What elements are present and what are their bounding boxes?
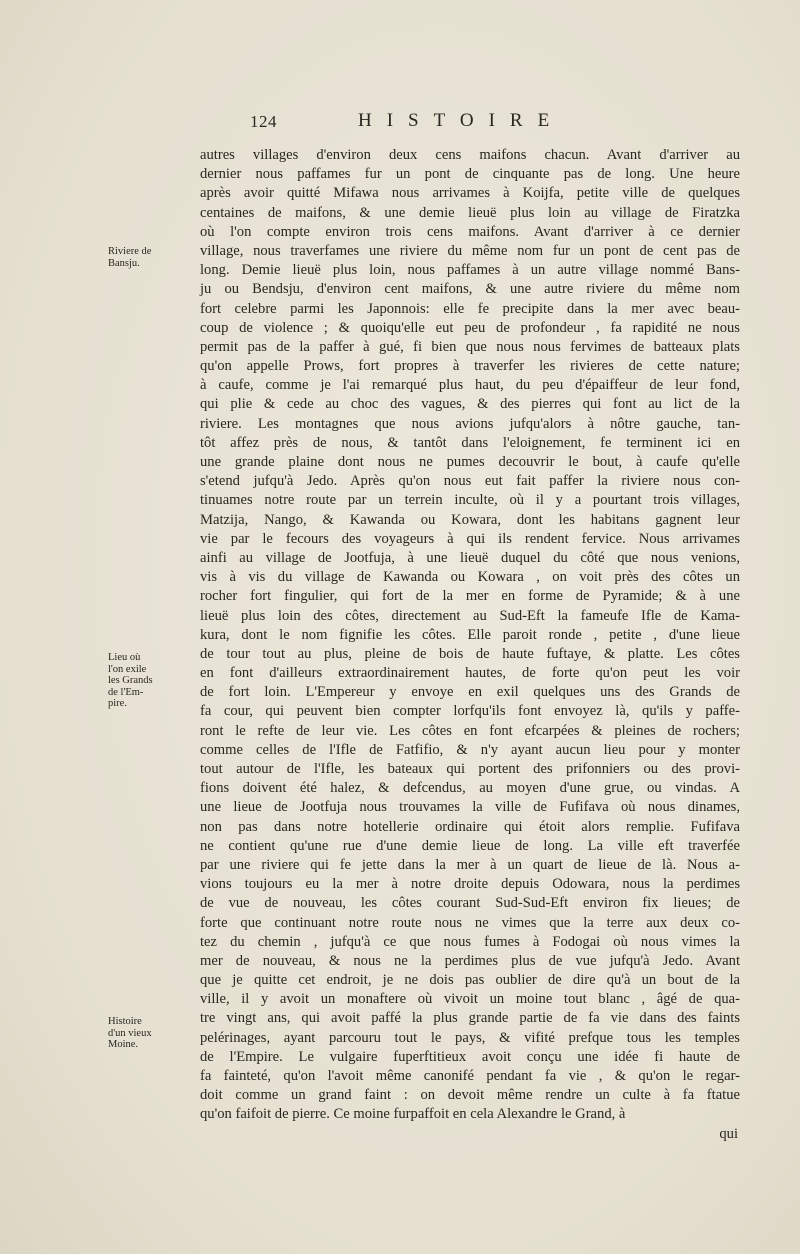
text-line: de fort loin. L'Empereur y envoye en exil quelques uns des Grands de [200, 684, 740, 701]
text-line: non pas dans notre hotellerie ordinaire qui étoit alors remplie. Fufifava [200, 818, 740, 835]
text-line: tôt affez près de nous, & tantôt dans l'eloignement, fe terminent ici en [200, 434, 740, 451]
text-line: dernier nous paffames fur un pont de cinquante pas de long. Une heure [200, 166, 740, 183]
text-line: fa fainteté, qu'on l'avoit même canonifé pendant fa vie , & qu'on le regar- [200, 1068, 740, 1084]
text-line: vie par le fecours des voyageurs à qui ils rendent fervice. Nous arrivames [200, 530, 740, 547]
text-line: ju ou Bendsju, d'environ cent maifons, & une autre riviere du même nom [200, 281, 740, 298]
text-line: kura, dont le nom fignifie les côtes. Elle paroit ronde , petite , d'une lieue [200, 626, 740, 643]
margin-note-line: de l'Em- [108, 686, 144, 698]
text-line: après avoir quitté Mifawa nous arrivames à Koijfa, petite ville de quelques [200, 185, 740, 202]
text-line: lieuë plus loin des côtes, directement au Sud-Eft la fameufe Ifle de Kama- [200, 607, 740, 624]
running-title: HISTOIRE [358, 110, 565, 131]
text-line: de vue de nouveau, les côtes courant Sud-Sud-Eft environ fix lieues; de [200, 895, 740, 912]
text-line: tinuames notre route par un terrein inculte, où il y a pourtant trois villages, [200, 492, 740, 509]
text-line: tez du chemin , jufqu'à ce que nous fumes à Fodogai où nous vimes la [200, 933, 740, 950]
text-line: en font d'ailleurs extraordinairement hautes, de forte qu'on peut les voir [200, 665, 740, 682]
margin-note-line: Lieu où [108, 652, 141, 663]
text-line: mer de nouveau, & nous ne la perdimes plus de vue jufqu'à Jedo. Avant [200, 952, 740, 969]
margin-note-line: Moine. [108, 1039, 139, 1050]
text-line: fort celebre parmi les Japonnois: elle fe precipite dans la mer avec beau- [200, 300, 740, 317]
text-line: Matzija, Nango, & Kawanda ou Kowara, dont les habitans gagnent leur [200, 511, 740, 528]
text-line: fions doivent été halez, & defcendus, au moyen d'une grue, ou vindas. A [200, 780, 740, 797]
text-line: vions toujours eu la mer à notre droite depuis Odowara, nous la perdimes [200, 876, 740, 893]
margin-note-line: d'un vieux [108, 1027, 152, 1039]
text-line: de l'Empire. Le vulgaire fuperftitieux avoit conçu une idée fi haute de [200, 1048, 740, 1065]
text-line: qu'on appelle Prows, fort propres à traverfer les rivieres de cette nature; [200, 358, 740, 375]
text-line: tre vingt ans, qui avoit paffé la plus grande partie de fa vie dans des faints [200, 1010, 740, 1027]
text-line: forte que continuant notre route nous ne vimes que la terre aux deux co- [200, 914, 740, 931]
text-line: comme celles de l'Ifle de Fatfifio, & n'y ayant aucun lieu pour y monter [200, 741, 740, 758]
margin-note-line: pire. [108, 698, 127, 709]
margin-note-riviere [108, 246, 200, 269]
text-line: s'etend jufqu'à Jedo. Après qu'on nous eut fait paffer la riviere nous con- [200, 473, 740, 490]
text-line: long. Demie lieuë plus loin, nous paffames à un autre village nommé Bans- [200, 262, 740, 279]
text-line: ville, il y avoit un monaftere où vivoit un moine tout blanc , âgé de qua- [200, 991, 740, 1008]
text-line: de tour tout au plus, pleine de bois de haute fuftaye, & platte. Les côtes [200, 645, 740, 662]
text-line: tout autour de l'Ifle, les bateaux qui portent des prifonniers ou des provi- [200, 761, 740, 777]
text-line: ront le refte de leur vie. Les côtes en font efcarpées & pleines de rochers; [200, 722, 740, 739]
body-text [200, 146, 740, 1144]
text-line: riviere. Les montagnes que nous avions jufqu'alors à nôtre gauche, tan- [200, 415, 740, 432]
text-line: autres villages d'environ deux cens maifons chacun. Avant d'arriver au [200, 147, 740, 163]
text-line: pelérinages, ayant parcouru tout le pays, & vifité prefque tous les temples [200, 1029, 740, 1046]
margin-note-line: les Grands [108, 675, 153, 686]
page-header [0, 112, 800, 140]
text-line: rocher fort fingulier, qui fort de la mer en forme de Pyramide; & à une [200, 588, 740, 605]
text-line: village, nous traverfames une riviere du même nom fur un pont de cent pas de [200, 242, 740, 259]
margin-note-moine [108, 1016, 200, 1051]
page-number: 124 [250, 112, 277, 131]
text-line: qu'on faifoit de pierre. Ce moine furpaffoit en cela Alexandre le Grand, à [200, 1106, 626, 1123]
text-line: ne contient qu'une rue d'une demie lieue de long. La ville eft traverfée [200, 837, 740, 854]
text-line: permit pas de la paffer à gué, fi bien que nous nous fervimes de batteaux plats [200, 338, 740, 355]
text-line: une grande plaine dont nous ne pumes decouvrir le bout, à caufe qu'elle [200, 454, 740, 470]
text-line: une lieue de Jootfuja nous trouvames la ville de Fufifava où nous dinames, [200, 799, 740, 816]
text-line: vis à vis du village de Kawanda ou Kowara , on voit près des côtes un [200, 569, 740, 586]
margin-note-line: Histoire [108, 1016, 142, 1027]
margin-note-line: Bansju. [108, 257, 140, 269]
text-line: où l'on compte environ trois cens maifons. Avant d'arriver à ce dernier [200, 223, 740, 240]
text-line: à caufe, comme je l'ai remarqué plus haut, du peu d'épaiffeur de leur fond, [200, 377, 740, 394]
margin-note-line: l'on exile [108, 663, 147, 675]
catchword: qui [719, 1125, 738, 1142]
text-line: que je quitte cet endroit, je ne dois pas oublier de dire qu'à un bout de la [200, 972, 740, 989]
text-line: coup de violence ; & quoiqu'elle eut peu de profondeur , fa rapidité ne nous [200, 319, 740, 336]
text-line: ainfi au village de Jootfuja, à une lieuë duquel du côté que nous venions, [200, 549, 740, 566]
text-line: fa cour, qui peuvent bien compter lorfqu'ils font envoyez là, qu'ils y paffe- [200, 703, 740, 720]
text-line: doit comme un grand faint : on devoit même rendre un culte à fa ftatue [200, 1087, 740, 1104]
text-line: par une riviere qui fe jette dans la mer à un quart de lieue de là. Nous a- [200, 856, 740, 873]
margin-note-line: Riviere de [108, 246, 152, 257]
text-line: qui plie & cede au choc des vagues, & des pierres qui font au lict de la [200, 396, 740, 413]
margin-note-exile [108, 652, 200, 710]
text-line: centaines de maifons, & une demie lieuë plus loin au village de Firatzka [200, 204, 740, 221]
